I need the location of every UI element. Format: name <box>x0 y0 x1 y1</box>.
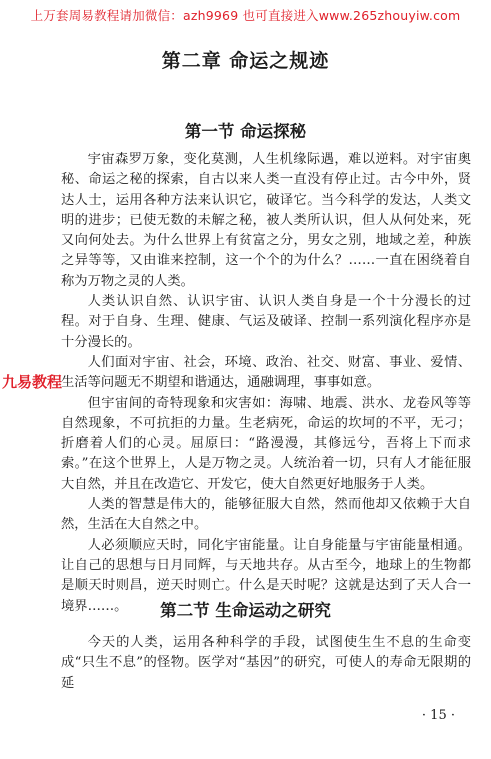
watermark-banner: 上万套周易教程请加微信：azh9969 也可直接进入www.265zhouyiw.com <box>30 8 461 23</box>
paragraph: 今天的人类，运用各种科学的手段，试图使生生不息的生命变成“只生不息”的怪物。医学对“基因”的研究，可使人的寿命无限期的延 <box>61 635 471 691</box>
paragraph: 人必须顺应天时，同化宇宙能量。让自身能量与宇宙能量相通。让自己的思想与日月同辉，与天地共存。从古至今，地球上的生物都是顺天时则昌，逆天时则亡。什么是天时呢？这就是达到了天人合一境界……。 <box>61 537 471 614</box>
section-1-body <box>61 150 471 617</box>
paragraph: 但宇宙间的奇特现象和灾害如：海啸、地震、洪水、龙卷风等等自然现象，不可抗拒的力量。生老病死，命运的坎坷的不平，无刁；折磨着人们的心灵。屈原曰：“路漫漫，其修远兮，吾将上下而求索。”在这个世界上，人是万物之灵。人统治着一切，只有人才能征服大自然，并且在改造它、开发它，使大自然更好地服务于人类。 <box>61 395 471 492</box>
side-logo-text: 九易教程 <box>2 373 63 391</box>
chapter-title: 第二章 命运之规迹 <box>161 50 330 72</box>
section-2-body <box>61 633 471 694</box>
page-number: · 15 · <box>421 708 455 723</box>
section-title-2: 第二节 生命运动之研究 <box>160 601 331 620</box>
paragraph: 人们面对宇宙、社会，环境、政治、社交、财富、事业、爱情、生活等问题无不期望和谐通达，通融调理，事事如意。 <box>61 354 471 391</box>
paragraph: 人类认识自然、认识宇宙、认识人类自身是一个十分漫长的过程。对于自身、生理、健康、气运及破译、控制一系列演化程序亦是十分漫长的。 <box>61 294 471 350</box>
section-title-1: 第一节 命运探秘 <box>184 122 307 141</box>
paragraph: 人类的智慧是伟大的，能够征服大自然，然而他却又依赖于大自然，生活在大自然之中。 <box>61 497 471 533</box>
paragraph: 宇宙森罗万象，变化莫测，人生机缘际遇，难以逆料。对宇宙奥秘、命运之秘的探索，自古以来人类一直没有停止过。古今中外，贤达人士，运用各种方法来认识它，破译它。当今科学的发达，人类文明的进步；已使无数的未解之秘，被人类所认识，但人从何处来，死又向何处去。为什么世界上有贫富之分，男女之别，地域之差，种族之异等等，又由谁来控制，这一个个的为什么？……一直在困绕着自称为万物之灵的人类。 <box>61 152 471 289</box>
